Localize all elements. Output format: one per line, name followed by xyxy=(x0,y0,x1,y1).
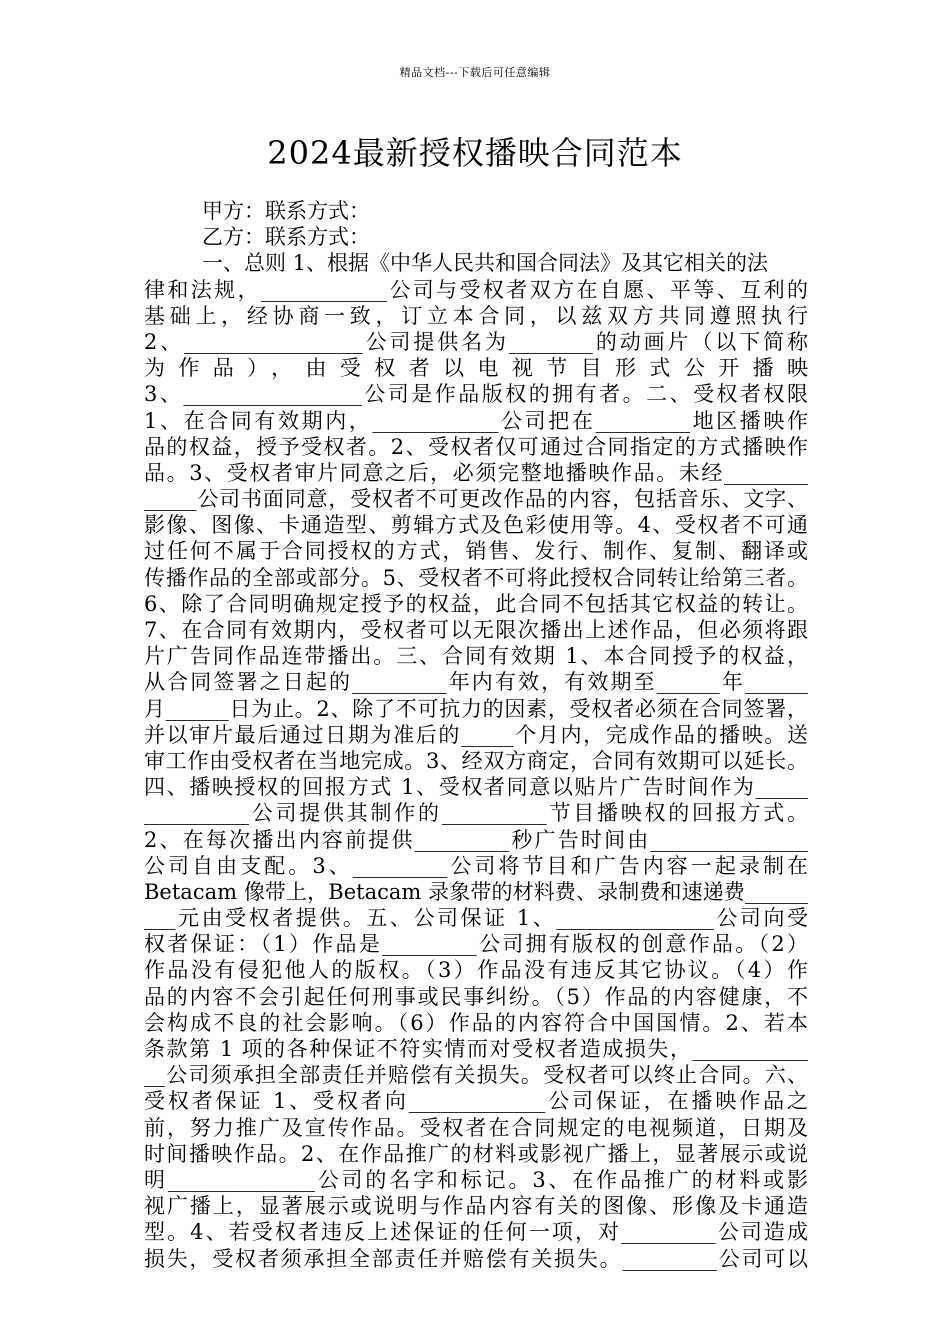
body-line: 传播作品的全部或部分。5、受权者不可将此授权合同转让给第三者。 xyxy=(144,565,808,590)
body-line: 3、_________________公司是作品版权的拥有者。二、受权者权限 xyxy=(144,382,808,407)
party-a-line: 甲方：联系方式： xyxy=(202,199,370,223)
body-line: 条款第 1 项的各种保证不符实情而对受权者造成损失，___________ xyxy=(144,1037,808,1061)
body-line: 损失，受权者须承担全部责任并赔偿有关损失。_________公司可以 xyxy=(144,1246,808,1271)
body-line: 并以审片最后通过日期为准后的_____个月内，完成作品的播映。送 xyxy=(144,722,808,747)
body-line: 从合同签署之日起的_________年内有效，有效期至______年______ xyxy=(144,670,808,695)
body-line: 四、播映授权的回报方式 1、受权者同意以贴片广告时间作为_____ xyxy=(144,775,808,800)
body-line: 影像、图像、卡通造型、剪辑方式及色彩使用等。4、受权者不可通 xyxy=(144,513,808,538)
body-line: 6、除了合同明确规定授予的权益，此合同不包括其它权益的转让。 xyxy=(144,591,808,616)
body-line: ___元由受权者提供。五、公司保证 1、_______________公司向受 xyxy=(144,906,808,931)
body-line: __公司须承担全部责任并赔偿有关损失。受权者可以终止合同。六、 xyxy=(144,1063,808,1088)
party-b-line: 乙方：联系方式： xyxy=(202,225,370,250)
body-line: 权者保证：（1）作品是_________公司拥有版权的创意作品。（2） xyxy=(144,932,808,957)
body-line: 2、_________________公司提供名为________的动画片（以下简称 xyxy=(144,329,808,354)
body-line: 审工作由受权者在当地完成。3、经双方商定，合同有效期可以延长。 xyxy=(144,748,808,773)
body-line: 作品没有侵犯他人的版权。（3）作品没有违反其它协议。（4）作 xyxy=(144,958,808,983)
body-line: 律和法规，____________公司与受权者双方在自愿、平等、互利的 xyxy=(144,277,808,302)
body-line: 明______________公司的名字和标记。3、在作品推广的材料或影 xyxy=(144,1167,808,1192)
body-line: 品的内容不会引起任何刑事或民事纠纷。（5）作品的内容健康，不 xyxy=(144,984,808,1009)
contract-body xyxy=(144,198,808,1272)
body-line: 时间播映作品。2、在作品推广的材料或影视广播上，显著展示或说 xyxy=(144,1141,808,1166)
body-line: Betacam 像带上，Betacam 录象带的材料费、录制费和速递费______ xyxy=(144,879,808,904)
document-title: 2024最新授权播映合同范本 xyxy=(267,134,683,172)
body-line: 2、在每次播出内容前提供_________秒广告时间由_______________ xyxy=(144,827,808,852)
body-line: 公司自由支配。3、_________公司将节目和广告内容一起录制在 xyxy=(144,853,808,878)
body-line: 一、总则 1、根据《中华人民共和国合同法》及其它相关的法 xyxy=(202,251,769,276)
body-line: 月______日为止。2、除了不可抗力的因素，受权者必须在合同签署， xyxy=(144,696,808,721)
body-line: 受权者保证 1、受权者向_____________公司保证，在播映作品之 xyxy=(144,1089,808,1114)
body-line: _____公司书面同意，受权者不可更改作品的内容，包括音乐、文字、 xyxy=(144,487,808,512)
body-line: 品。3、受权者审片同意之后，必须完整地播映作品。未经________ xyxy=(144,460,808,485)
body-line: 品的权益，授予受权者。2、受权者仅可通过合同指定的方式播映作 xyxy=(144,434,808,459)
body-line: 片广告同作品连带播出。三、合同有效期 1、本合同授予的权益， xyxy=(144,644,808,669)
body-line: __________公司提供其制作的__________节目播映权的回报方式。 xyxy=(144,801,808,826)
page-header-note: 精品文档---下载后可任意编辑 xyxy=(399,66,551,79)
body-line: 1、在合同有效期内，____________公司把在_________地区播映作 xyxy=(144,408,808,433)
body-line: 会构成不良的社会影响。（6）作品的内容符合中国国情。2、若本 xyxy=(144,1010,808,1035)
body-line: 基础上，经协商一致，订立本合同，以兹双方共同遵照执行 xyxy=(144,303,808,328)
body-line: 型。4、若受权者违反上述保证的任何一项，对_________公司造成 xyxy=(144,1220,808,1245)
body-line: 为作品），由受权者以电视节目形式公开播映 xyxy=(144,356,808,381)
body-line: 过任何不属于合同授权的方式，销售、发行、制作、复制、翻译或 xyxy=(144,539,808,564)
body-line: 前，努力推广及宣传作品。受权者在合同规定的电视频道，日期及 xyxy=(144,1115,808,1140)
body-line: 7、在合同有效期内，受权者可以无限次播出上述作品，但必须将跟 xyxy=(144,618,808,642)
body-line: 视广播上，显著展示或说明与作品内容有关的图像、形像及卡通造 xyxy=(144,1194,808,1219)
